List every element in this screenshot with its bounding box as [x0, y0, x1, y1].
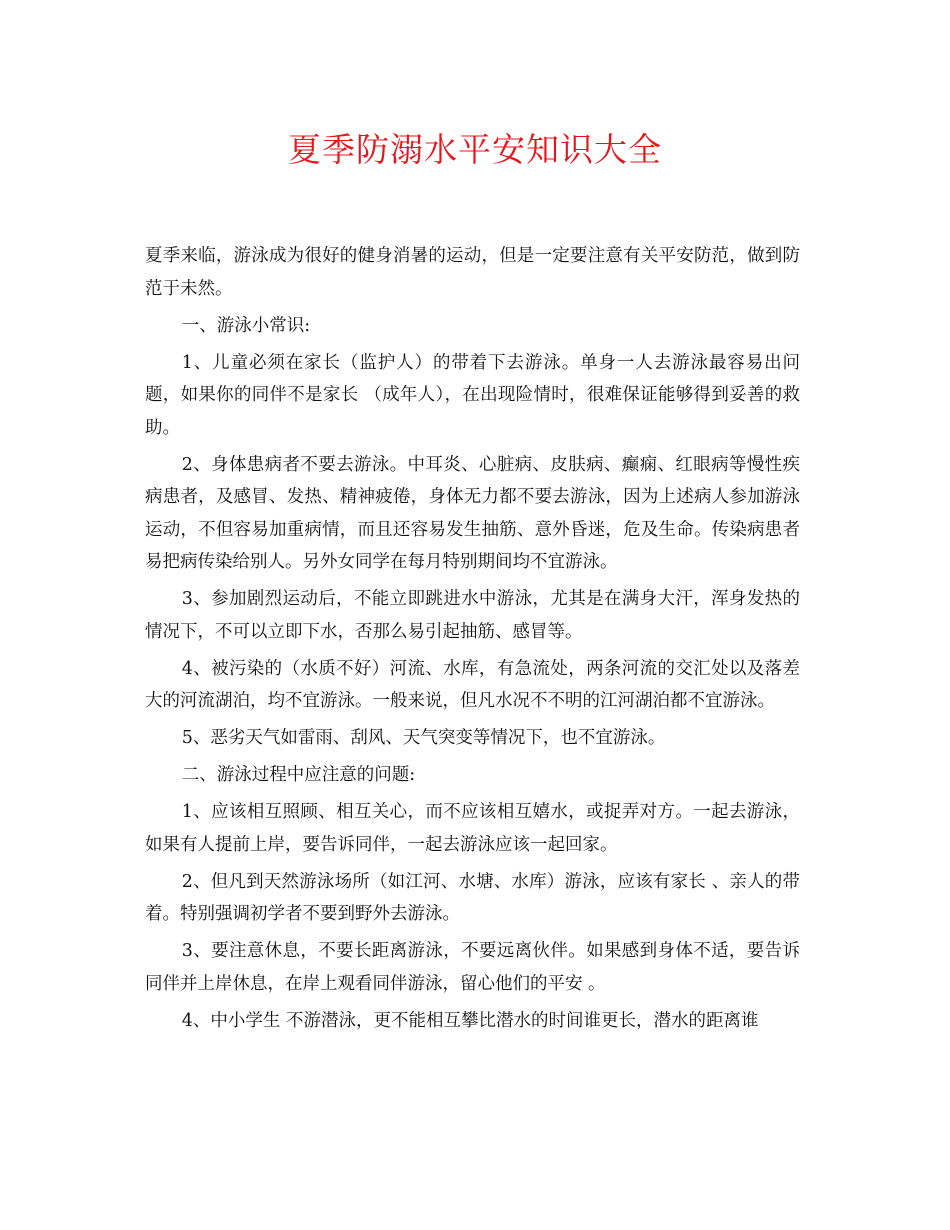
document-body: [145, 240, 800, 1042]
section2-item-3: 3、要注意休息，不要长距离游泳，不要远离伙伴。如果感到身体不适，要告诉同伴并上岸休息，在岸上观看同伴游泳，留心他们的平安 。: [145, 941, 800, 994]
section1-item-1: 1、儿童必须在家长（监护人）的带着下去游泳。单身一人去游泳最容易出问题，如果你的同伴不是家长 （成年人），在出现险情时，很难保证能够得到妥善的救助。: [145, 352, 800, 438]
section-heading-2: 二、游泳过程中应注意的问题:: [181, 765, 416, 785]
section-heading-1: 一、游泳小常识:: [181, 315, 311, 336]
section2-item-1: 1、应该相互照顾、相互关心，而不应该相互嬉水，或捉弄对方。一起去游泳，如果有人提前上岸，要告诉同伴，一起去游泳应该一起回家。: [145, 802, 800, 855]
document-title: 夏季防溺水平安知识大全: [288, 130, 662, 169]
section1-item-2: 2、身体患病者不要去游泳。中耳炎、心脏病、皮肤病、癫痫、红眼病等慢性疾病患者，及感冒、发热、精神疲倦，身体无力都不要去游泳，因为上述病人参加游泳运动，不但容易加重病情，而且还容易发生抽筋、意外昏迷，危及生命。传染病患者易把病传染给别人。另外女同学在每月特别期间均不宜游泳。: [145, 454, 800, 572]
section1-item-3: 3、参加剧烈运动后，不能立即跳进水中游泳，尤其是在满身大汗，浑身发热的情况下，不可以立即下水，否那么易引起抽筋、感冒等。: [145, 589, 800, 642]
section1-item-4: 4、被污染的（水质不好）河流、水库，有急流处，两条河流的交汇处以及落差大的河流湖泊，均不宜游泳。一般来说，但凡水况不不明的江河湖泊都不宜游泳。: [145, 658, 800, 711]
intro-paragraph: 夏季来临，游泳成为很好的健身消暑的运动，但是一定要注意有关平安防范，做到防范于未然。: [145, 246, 800, 299]
section2-item-4: 4、中小学生 不游潜泳，更不能相互攀比潜水的时间谁更长，潜水的距离谁: [181, 1010, 759, 1031]
section2-item-2: 2、但凡到天然游泳场所（如江河、水塘、水库）游泳，应该有家长 、亲人的带着。特别强调初学者不要到野外去游泳。: [145, 871, 800, 924]
section1-item-5: 5、恶劣天气如雷雨、刮风、天气突变等情况下，也不宜游泳。: [181, 728, 666, 748]
